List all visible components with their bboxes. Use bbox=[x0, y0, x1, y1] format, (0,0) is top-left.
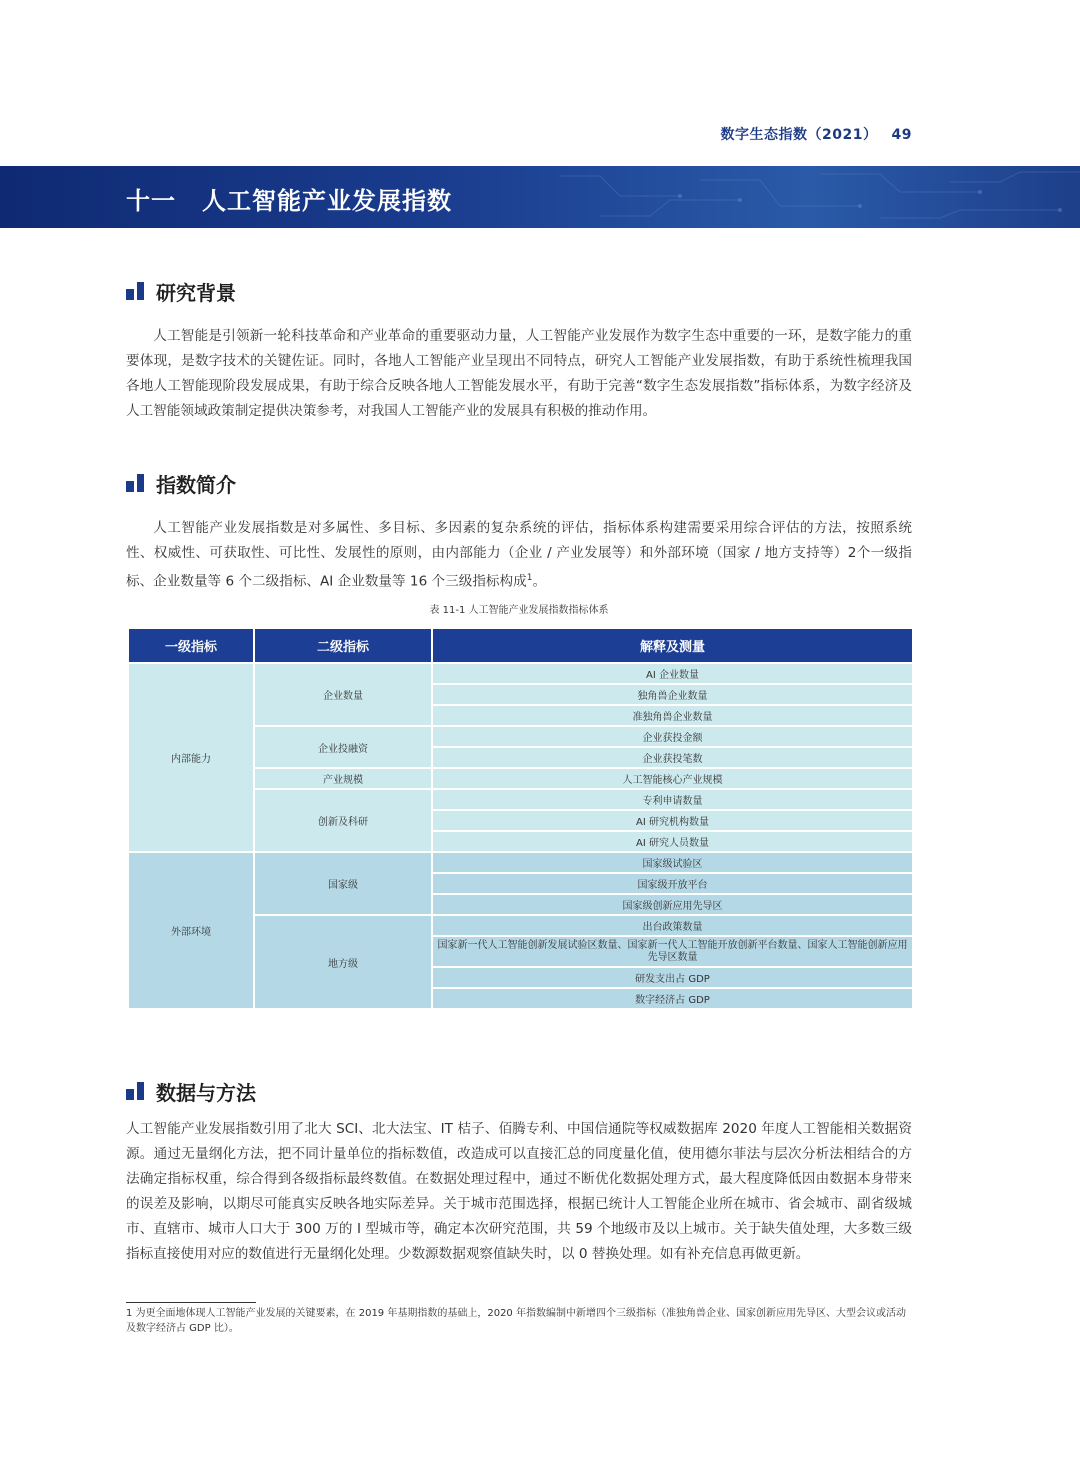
level3-cell: AI 研究机构数量 bbox=[432, 810, 913, 831]
level3-cell: 企业获投金额 bbox=[432, 726, 913, 747]
section-paragraph: 人工智能产业发展指数引用了北大 SCI、北大法宝、IT 桔子、佰腾专利、中国信通院等权威数据库 2020 年度人工智能相关数据资源。通过无量纲化方法，把不同计量单位的指标数值，改造成可以直接汇总的同度量化值，使用德尔菲法与层次分析法相结合的方法确定指标权重，综合得到各级指标最终数值。在数据处理过程中，通过不断优化数据处理方式，最大程度降低因由数据本身带来的误差及影响，以期尽可能真实反映各地实际差异。关于城市范围选择，根据已统计人工智能企业所在城市、省会城市、副省级城市、直辖市、城市人口大于 300 万的 I 型城市等，确定本次研究范围，共 59 个地级市及以上城市。关于缺失值处理，大多数三级指标直接使用对应的数值进行无量纲化处理。少数源数据观察值缺失时，以 0 替换处理。如有补充信息再做更新。 bbox=[126, 1121, 912, 1262]
chapter-banner bbox=[0, 166, 1080, 228]
table-row bbox=[128, 852, 913, 873]
level2-cell: 产业规模 bbox=[254, 768, 432, 789]
section-title: 指数简介 bbox=[156, 472, 236, 497]
level3-cell: 人工智能核心产业规模 bbox=[432, 768, 913, 789]
level2-cell: 创新及科研 bbox=[254, 789, 432, 852]
level3-cell: AI 企业数量 bbox=[432, 663, 913, 684]
level3-cell: 国家级开放平台 bbox=[432, 873, 913, 894]
level3-cell: 国家级创新应用先导区 bbox=[432, 894, 913, 915]
running-header bbox=[721, 124, 912, 144]
level2-cell: 企业投融资 bbox=[254, 726, 432, 768]
footnote: 1 为更全面地体现人工智能产业发展的关键要素，在 2019 年基期指数的基础上，2020 年指数编制中新增四个三级指标（准独角兽企业、国家创新应用先导区、大型会议或活动及数字经济占 GDP 比）。 bbox=[126, 1308, 906, 1334]
table-header: 一级指标 bbox=[128, 628, 254, 663]
level3-cell: 国家新一代人工智能创新发展试验区数量、国家新一代人工智能开放创新平台数量、国家人工智能创新应用先导区数量 bbox=[432, 936, 913, 967]
table-caption: 表 11-1 人工智能产业发展指数指标体系 bbox=[429, 605, 609, 616]
table-header-row bbox=[128, 628, 913, 663]
level3-cell: 独角兽企业数量 bbox=[432, 684, 913, 705]
section-paragraph bbox=[126, 516, 912, 595]
level3-cell: 数字经济占 GDP bbox=[432, 988, 913, 1009]
header-title: 数字生态指数（2021） bbox=[720, 127, 878, 143]
chapter-number: 十一 bbox=[126, 187, 176, 215]
table-header: 二级指标 bbox=[254, 628, 432, 663]
level1-cell: 外部环境 bbox=[128, 852, 254, 1009]
section-marker-icon bbox=[126, 474, 144, 492]
paragraph-text: 人工智能产业发展指数是对多属性、多目标、多因素的复杂系统的评估，指标体系构建需要采用综合评估的方法，按照系统性、权威性、可获取性、可比性、发展性的原则，由内部能力（企业 / 产业发展等）和外部环境（国家 / 地方支持等）2个一级指标、企业数量等 6 个二级指标、AI 企业数量等 16 个三级指标构成 bbox=[126, 520, 912, 590]
table-row bbox=[128, 663, 913, 684]
section-marker-icon bbox=[126, 1082, 144, 1100]
level2-cell: 国家级 bbox=[254, 852, 432, 915]
section-heading-background bbox=[126, 276, 236, 306]
level3-cell: 准独角兽企业数量 bbox=[432, 705, 913, 726]
section-heading-intro bbox=[126, 468, 236, 498]
footnote-divider bbox=[126, 1302, 256, 1303]
level3-cell: AI 研究人员数量 bbox=[432, 831, 913, 852]
level3-cell: 国家级试验区 bbox=[432, 852, 913, 873]
section-title: 数据与方法 bbox=[156, 1080, 256, 1105]
chapter-title bbox=[126, 181, 452, 216]
indicator-table bbox=[127, 627, 914, 1010]
level1-cell: 内部能力 bbox=[128, 663, 254, 852]
paragraph-end: 。 bbox=[532, 573, 547, 590]
footnote-ref: 1 bbox=[526, 573, 533, 583]
level2-cell: 企业数量 bbox=[254, 663, 432, 726]
chapter-name: 人工智能产业发展指数 bbox=[202, 187, 452, 215]
level2-cell: 地方级 bbox=[254, 915, 432, 1009]
section-paragraph: 人工智能是引领新一轮科技革命和产业革命的重要驱动力量，人工智能产业发展作为数字生态中重要的一环，是数字能力的重要体现，是数字技术的关键佐证。同时，各地人工智能产业呈现出不同特点，研究人工智能产业发展指数，有助于系统性梳理我国各地人工智能现阶段发展成果，有助于综合反映各地人工智能发展水平，有助于完善“数字生态发展指数”指标体系，为数字经济及人工智能领域政策制定提供决策参考，对我国人工智能产业的发展具有积极的推动作用。 bbox=[126, 328, 912, 419]
section-title: 研究背景 bbox=[156, 280, 236, 305]
section-heading-method bbox=[126, 1076, 256, 1106]
level3-cell: 研发支出占 GDP bbox=[432, 967, 913, 988]
level3-cell: 企业获投笔数 bbox=[432, 747, 913, 768]
page-number: 49 bbox=[891, 127, 912, 143]
level3-cell: 专利申请数量 bbox=[432, 789, 913, 810]
section-marker-icon bbox=[126, 282, 144, 300]
level3-cell: 出台政策数量 bbox=[432, 915, 913, 936]
table-header: 解释及测量 bbox=[432, 628, 913, 663]
